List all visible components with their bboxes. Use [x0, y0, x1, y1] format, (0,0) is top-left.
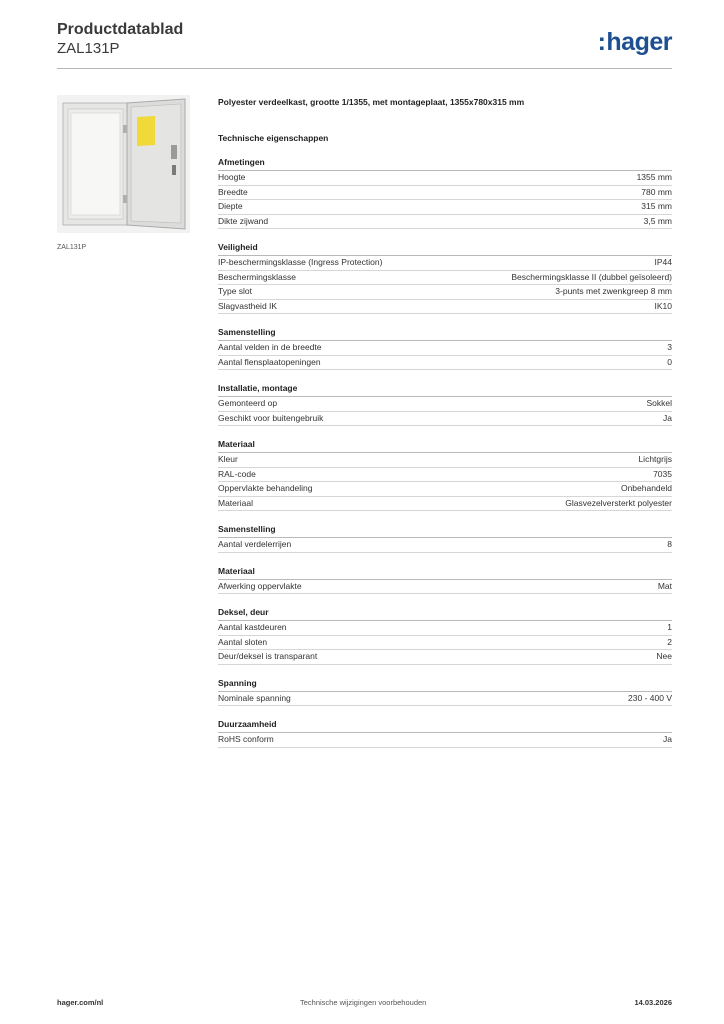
- section-title: Installatie, montage: [218, 382, 672, 397]
- spec-value: Nee: [656, 651, 672, 661]
- spec-row: [218, 538, 672, 553]
- spec-row: [218, 256, 672, 271]
- technical-properties-heading: Technische eigenschappen: [218, 133, 329, 143]
- spec-section: [218, 326, 672, 370]
- spec-label: IP-beschermingsklasse (Ingress Protection): [218, 257, 383, 267]
- spec-value: 3-punts met zwenkgreep 8 mm: [555, 286, 672, 296]
- spec-value: Mat: [657, 580, 672, 591]
- spec-label: Dikte zijwand: [218, 215, 269, 226]
- spec-value: Lichtgrijs: [638, 454, 672, 464]
- spec-section: [218, 565, 672, 595]
- spec-row: [218, 412, 672, 427]
- section-title: Spanning: [218, 677, 672, 692]
- section-title: Samenstelling: [218, 523, 672, 538]
- spec-row: [218, 397, 672, 412]
- spec-row: [218, 356, 672, 371]
- spec-row: [218, 733, 672, 748]
- spec-value: 0: [667, 356, 672, 367]
- spec-section: [218, 523, 672, 553]
- spec-value: 2: [667, 636, 672, 647]
- spec-section: [218, 606, 672, 665]
- spec-label: Aantal velden in de breedte: [218, 342, 322, 352]
- spec-label: Diepte: [218, 201, 243, 211]
- spec-value: 780 mm: [641, 186, 672, 197]
- spec-row: [218, 692, 672, 707]
- spec-section: [218, 718, 672, 748]
- spec-row: [218, 453, 672, 468]
- footer-website-link[interactable]: hager.com/nl: [57, 998, 104, 1007]
- spec-label: Beschermingsklasse: [218, 271, 296, 282]
- product-image: [57, 95, 190, 233]
- spec-section: [218, 382, 672, 426]
- spec-label: Deur/deksel is transparant: [218, 651, 318, 661]
- product-description: Polyester verdeelkast, grootte 1/1355, met montageplaat, 1355x780x315 mm: [218, 97, 525, 107]
- spec-row: [218, 650, 672, 665]
- section-title: Deksel, deur: [218, 606, 672, 621]
- spec-label: Geschikt voor buitengebruik: [218, 412, 324, 423]
- page-header: [57, 20, 672, 58]
- spec-value: Onbehandeld: [620, 483, 672, 493]
- logo-text: hager: [606, 28, 672, 56]
- spec-value: 315 mm: [641, 201, 672, 211]
- spec-value: IP44: [654, 257, 672, 267]
- hager-logo: [598, 28, 672, 57]
- spec-label: Slagvastheid IK: [218, 300, 278, 311]
- spec-label: Aantal flensplaatopeningen: [218, 356, 321, 367]
- spec-row: [218, 200, 672, 215]
- footer-notice: Technische wijzigingen voorbehouden: [300, 998, 427, 1007]
- spec-value: Glasvezelversterkt polyester: [565, 497, 672, 508]
- spec-section: [218, 438, 672, 511]
- spec-content: [218, 96, 672, 748]
- spec-label: Materiaal: [218, 497, 253, 508]
- spec-label: Type slot: [218, 286, 253, 296]
- spec-row: [218, 497, 672, 512]
- logo-dots-icon: :: [597, 28, 606, 56]
- spec-row: [218, 621, 672, 636]
- header-divider: [57, 68, 672, 69]
- spec-section: [218, 156, 672, 229]
- spec-row: [218, 468, 672, 483]
- spec-value: Beschermingsklasse II (dubbel geïsoleerd): [511, 271, 672, 282]
- spec-row: [218, 285, 672, 300]
- spec-value: 230 - 400 V: [628, 692, 672, 703]
- spec-label: Gemonteerd op: [218, 398, 278, 408]
- spec-label: Breedte: [218, 186, 248, 197]
- spec-label: RAL-code: [218, 468, 256, 479]
- section-title: Samenstelling: [218, 326, 672, 341]
- spec-label: Aantal kastdeuren: [218, 622, 287, 632]
- section-title: Materiaal: [218, 438, 672, 453]
- spec-label: Afwerking oppervlakte: [218, 580, 302, 591]
- section-title: Veiligheid: [218, 241, 672, 256]
- spec-row: [218, 580, 672, 595]
- spec-section: [218, 677, 672, 707]
- spec-row: [218, 341, 672, 356]
- footer-date: 14.03.2026: [634, 998, 672, 1007]
- spec-value: IK10: [654, 300, 672, 311]
- page-title: Productdatablad: [57, 21, 184, 38]
- spec-value: Ja: [663, 734, 672, 744]
- spec-row: [218, 636, 672, 651]
- spec-row: [218, 271, 672, 286]
- spec-row: [218, 300, 672, 315]
- section-title: Duurzaamheid: [218, 718, 672, 733]
- spec-label: Hoogte: [218, 172, 246, 182]
- spec-label: Aantal sloten: [218, 636, 268, 647]
- spec-label: Kleur: [218, 454, 238, 464]
- spec-value: 1: [667, 622, 672, 632]
- spec-value: 1355 mm: [636, 172, 672, 182]
- spec-value: 8: [667, 539, 672, 549]
- spec-value: Sokkel: [646, 398, 672, 408]
- section-title: Materiaal: [218, 565, 672, 580]
- enclosure-illustration-icon: [57, 95, 190, 233]
- spec-row: [218, 171, 672, 186]
- spec-label: RoHS conform: [218, 734, 274, 744]
- spec-value: 7035: [653, 468, 672, 479]
- spec-value: Ja: [663, 412, 672, 423]
- section-title: Afmetingen: [218, 156, 672, 171]
- spec-row: [218, 215, 672, 230]
- spec-section: [218, 241, 672, 314]
- image-caption: ZAL131P: [57, 244, 87, 251]
- spec-row: [218, 186, 672, 201]
- spec-value: 3,5 mm: [643, 215, 672, 226]
- spec-label: Oppervlakte behandeling: [218, 483, 313, 493]
- product-code: ZAL131P: [57, 40, 120, 57]
- spec-label: Aantal verdelerrijen: [218, 539, 292, 549]
- spec-row: [218, 482, 672, 497]
- spec-value: 3: [667, 342, 672, 352]
- spec-label: Nominale spanning: [218, 692, 291, 703]
